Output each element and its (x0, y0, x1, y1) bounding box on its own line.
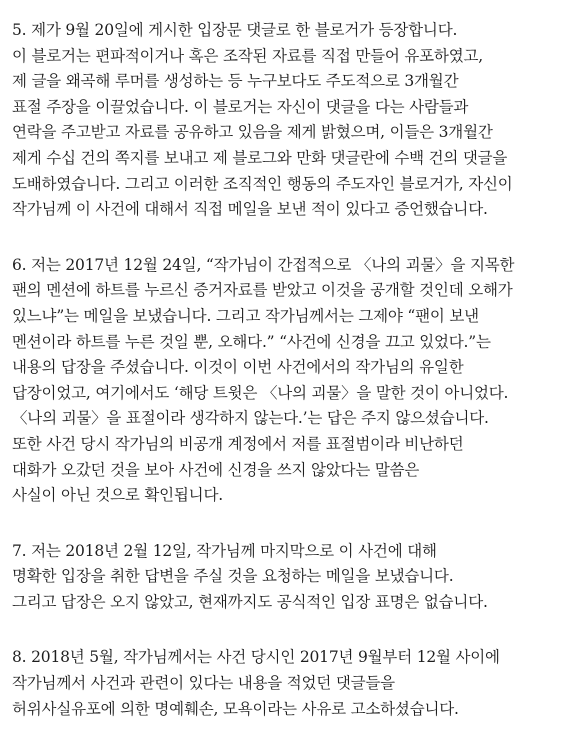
text-line: 팬의 멘션에 하트를 누르신 증거자료를 받았고 이것을 공개할 것인데 오해가 (12, 281, 513, 300)
text-line: 그리고 답장은 오지 않았고, 현재까지도 공식적인 입장 표명은 없습니다. (12, 592, 488, 611)
text-line: 사실이 아닌 것으로 확인됩니다. (12, 486, 223, 505)
text-line: 답장이었고, 여기에서도 ‘해당 트윗은 〈나의 괴물〉을 말한 것이 아니었다. (12, 383, 509, 402)
text-line: 멘션이라 하트를 누른 것일 뿐, 오해다.” “사건에 신경을 끄고 있었다.”는 (12, 332, 491, 351)
text-line: 이 블로거는 편파적이거나 혹은 조작된 자료를 직접 만들어 유포하였고, (12, 46, 483, 65)
text-line: 연락을 주고받고 자료를 공유하고 있음을 제게 밝혔으며, 이들은 3개월간 (12, 123, 493, 142)
text-line: 허위사실유포에 의한 명예훼손, 모욕이라는 사유로 고소하셨습니다. (12, 699, 459, 718)
text-line: 있느냐”는 메일을 보냈습니다. 그리고 작가님께서는 그제야 “팬이 보낸 (12, 306, 479, 325)
text-line: 〈나의 괴물〉을 표절이라 생각하지 않는다.’는 답은 주지 않으셨습니다. (12, 409, 489, 428)
text-line: 6. 저는 2017년 12월 24일, “작가님이 간접적으로 〈나의 괴물〉을 지목한 (12, 255, 515, 274)
text-line: 대화가 오갔던 것을 보아 사건에 신경을 쓰지 않았다는 말씀은 (12, 460, 420, 479)
paragraph-7 (12, 539, 570, 616)
paragraph-5 (12, 18, 570, 223)
text-line: 작가님께 이 사건에 대해서 직접 메일을 보낸 적이 있다고 증언했습니다. (12, 200, 488, 219)
text-line: 표절 주장을 이끌었습니다. 이 블로거는 자신이 댓글을 다는 사람들과 (12, 97, 469, 116)
text-line: 8. 2018년 5월, 작가님께서는 사건 당시인 2017년 9월부터 12월 사이에 (12, 648, 500, 667)
text-line: 또한 사건 당시 작가님의 비공개 계정에서 저를 표절범이라 비난하던 (12, 434, 464, 453)
text-line: 7. 저는 2018년 2월 12일, 작가님께 마지막으로 이 사건에 대해 (12, 541, 437, 560)
text-line: 제게 수십 건의 쪽지를 보내고 제 블로그와 만화 댓글란에 수백 건의 댓글을 (12, 148, 508, 167)
text-line: 작가님께서 사건과 관련이 있다는 내용을 적었던 댓글들을 (12, 674, 395, 693)
text-line: 도배하였습니다. 그리고 이러한 조직적인 행동의 주도자인 블로거가, 자신이 (12, 174, 513, 193)
text-line: 제 글을 왜곡해 루머를 생성하는 등 누구보다도 주도적으로 3개월간 (12, 72, 459, 91)
text-line: 내용의 답장을 주셨습니다. 이것이 이번 사건에서의 작가님의 유일한 (12, 358, 464, 377)
paragraph-8 (12, 645, 570, 722)
text-line: 5. 제가 9월 20일에 게시한 입장문 댓글로 한 블로거가 등장합니다. (12, 21, 458, 39)
paragraph-6 (12, 253, 570, 509)
text-line: 명확한 입장을 취한 답변을 주실 것을 요청하는 메일을 보냈습니다. (12, 567, 454, 586)
